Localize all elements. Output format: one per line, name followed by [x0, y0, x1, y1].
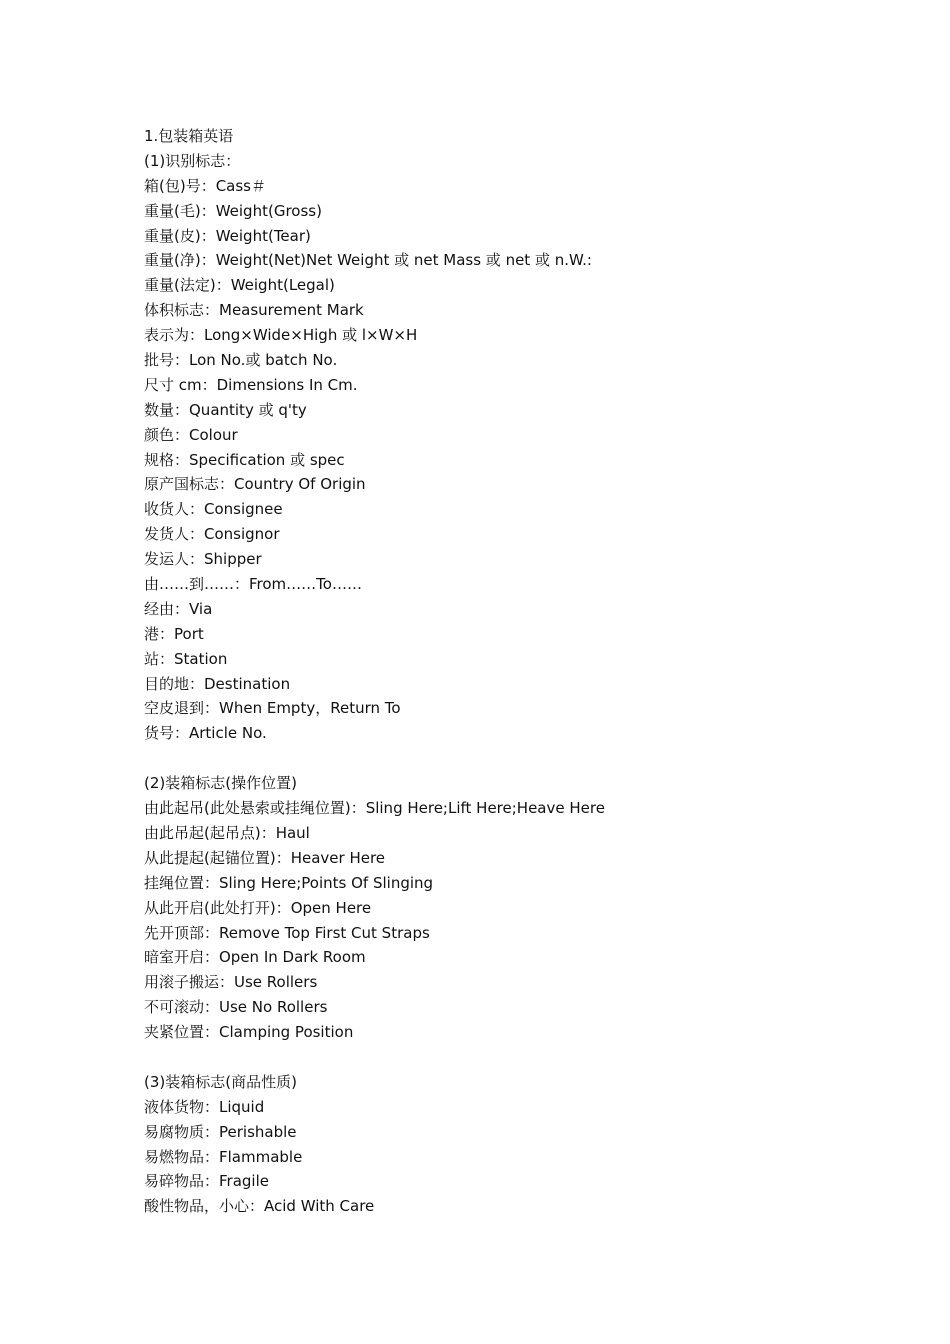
term-line: 空皮退到：When Empty，Return To — [144, 699, 401, 718]
term-line: 先开顶部：Remove Top First Cut Straps — [144, 923, 430, 942]
section-handling-position-marks — [144, 771, 864, 1045]
paragraph-spacer — [144, 746, 864, 771]
term-line: 易碎物品：Fragile — [144, 1172, 269, 1191]
term-line: 易腐物质：Perishable — [144, 1122, 297, 1141]
section-identification-marks — [144, 149, 864, 746]
paragraph-spacer — [144, 1045, 864, 1070]
term-line: 目的地：Destination — [144, 674, 291, 693]
term-line: 重量(毛)：Weight(Gross) — [144, 201, 322, 220]
term-line: 颜色：Colour — [144, 425, 238, 444]
document-page — [144, 124, 864, 1219]
term-line: 经由：Via — [144, 599, 213, 618]
term-line: 发货人：Consignor — [144, 525, 280, 544]
term-line: 从此提起(起锚位置)：Heaver Here — [144, 848, 386, 867]
term-line: 挂绳位置：Sling Here;Points Of Slinging — [144, 873, 434, 892]
term-line: 由……到……：From……To…… — [144, 575, 362, 594]
term-line: 重量(皮)：Weight(Tear) — [144, 226, 311, 245]
term-line: 港：Port — [144, 624, 204, 643]
term-line: 由此起吊(此处悬索或挂绳位置)：Sling Here;Lift Here;Heave Here — [144, 799, 605, 818]
term-line: 用滚子搬运：Use Rollers — [144, 973, 318, 992]
document-title: 1.包装箱英语 — [144, 127, 234, 145]
term-line: 液体货物：Liquid — [144, 1097, 265, 1116]
term-line: 易燃物品：Flammable — [144, 1147, 303, 1166]
term-line: 原产国标志：Country Of Origin — [144, 475, 366, 494]
term-line: 规格：Specification 或 spec — [144, 450, 345, 469]
section-heading: (1)识别标志： — [144, 151, 241, 170]
term-line: 暗室开启：Open In Dark Room — [144, 948, 366, 967]
term-line: 货号：Article No. — [144, 724, 267, 743]
term-line: 不可滚动：Use No Rollers — [144, 998, 328, 1017]
term-line: 夹紧位置：Clamping Position — [144, 1023, 354, 1042]
term-line: 发运人：Shipper — [144, 550, 262, 569]
term-line: 站：Station — [144, 649, 228, 668]
term-line: 批号：Lon No.或 batch No. — [144, 351, 338, 370]
term-line: 收货人：Consignee — [144, 500, 283, 519]
term-line: 尺寸 cm：Dimensions In Cm. — [144, 375, 358, 394]
term-line: 重量(净)：Weight(Net)Net Weight 或 net Mass 或 net 或 n.W.: — [144, 251, 592, 270]
term-line: 数量：Quantity 或 q'ty — [144, 400, 307, 419]
term-line: 表示为：Long×Wide×High 或 l×W×H — [144, 326, 418, 345]
term-line: 酸性物品，小心：Acid With Care — [144, 1197, 375, 1216]
term-line: 箱(包)号：Cass＃ — [144, 176, 267, 195]
term-line: 从此开启(此处打开)：Open Here — [144, 898, 372, 917]
section-goods-nature-marks — [144, 1070, 864, 1219]
term-line: 体积标志：Measurement Mark — [144, 301, 364, 320]
section-heading: (2)装箱标志(操作位置) — [144, 774, 297, 793]
term-line: 由此吊起(起吊点)：Haul — [144, 823, 310, 842]
section-heading: (3)装箱标志(商品性质) — [144, 1072, 297, 1091]
term-line: 重量(法定)：Weight(Legal) — [144, 276, 335, 295]
